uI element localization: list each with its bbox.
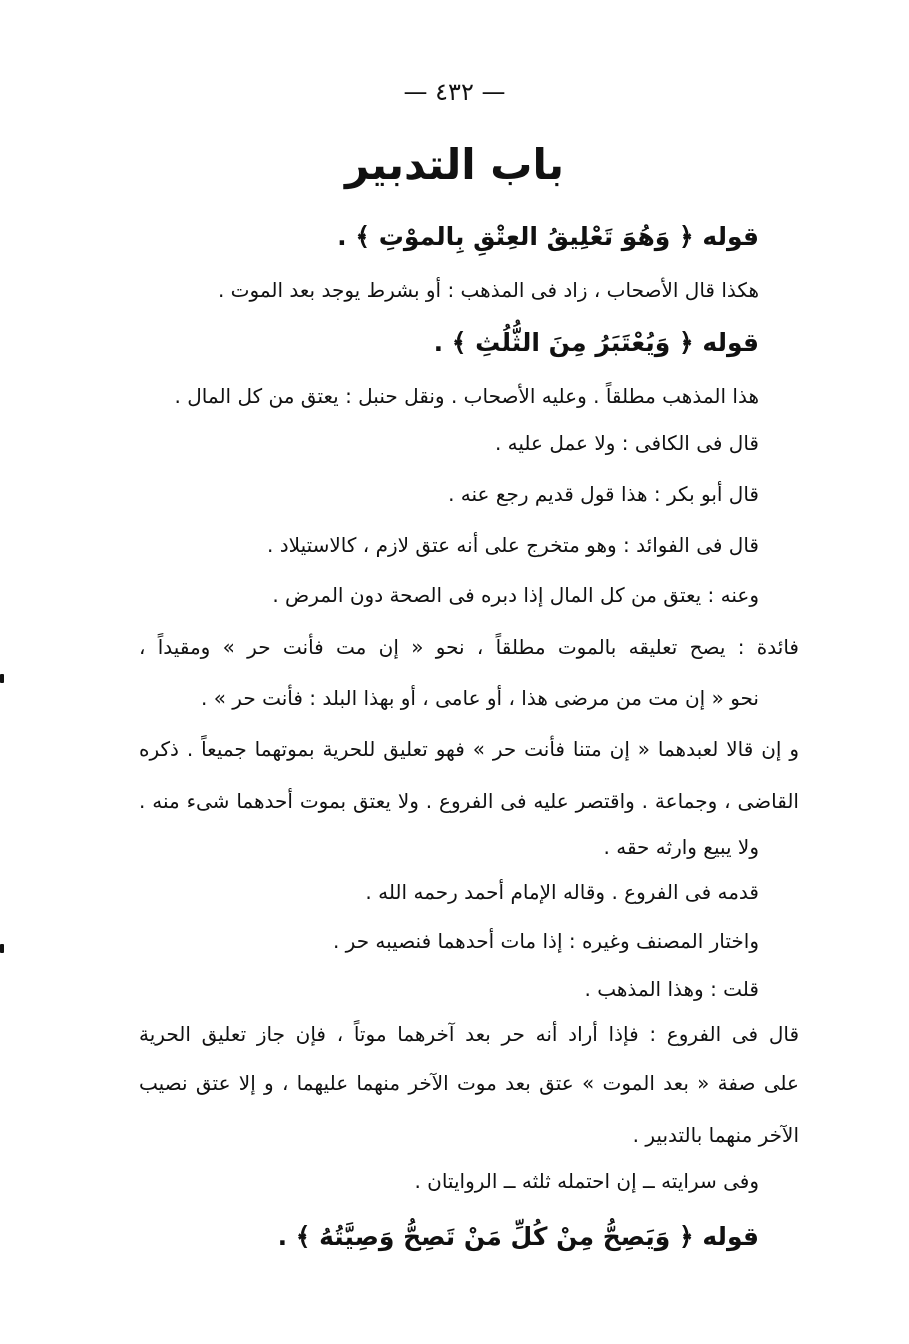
text-line-17: قال فى الفروع : فإذا أراد أنه حر بعد آخرهما موتاً ، فإن جاز تعليق الحرية	[139, 1022, 799, 1046]
text-line-19: الآخر منهما بالتدبير .	[632, 1123, 799, 1147]
text-line-1: قوله ﴿ وَهُوَ تَعْلِيقُ العِتْقِ بِالموْتِ ﴾ .	[337, 222, 759, 251]
text-line-11: و إن قالا لعبدهما « إن متنا فأنت حر » فهو تعليق للحرية بموتهما جميعاً . ذكره	[139, 737, 799, 761]
text-line-5: قال فى الكافى : ولا عمل عليه .	[494, 431, 759, 455]
text-line-4: هذا المذهب مطلقاً . وعليه الأصحاب . ونقل حنبل : يعتق من كل المال .	[174, 384, 759, 408]
text-line-6: قال أبو بكر : هذا قول قديم رجع عنه .	[448, 482, 759, 506]
text-line-2: هكذا قال الأصحاب ، زاد فى المذهب : أو بشرط يوجد بعد الموت .	[217, 278, 759, 302]
text-line-21: قوله ﴿ وَيَصِحُّ مِنْ كُلِّ مَنْ تَصِحُّ وَصِيَّتُهُ ﴾ .	[277, 1222, 759, 1251]
text-line-13: ولا يبيع وارثه حقه .	[603, 835, 759, 859]
chapter-title: باب التدبير	[345, 140, 564, 189]
text-line-12: القاضى ، وجماعة . واقتصر عليه فى الفروع . ولا يعتق بموت أحدهما شىء منه .	[139, 789, 799, 813]
text-line-14: قدمه فى الفروع . وقاله الإمام أحمد رحمه الله .	[365, 880, 759, 904]
text-line-9: فائدة : يصح تعليقه بالموت مطلقاً ، نحو « إن مت فأنت حر » ومقيداً ،	[139, 635, 799, 659]
text-line-20: وفى سرايته ــ إن احتمله ثلثه ــ الروايتان .	[414, 1169, 759, 1193]
scan-edge-mark	[0, 674, 4, 683]
text-line-10: نحو « إن مت من مرضى هذا ، أو عامى ، أو بهذا البلد : فأنت حر » .	[201, 686, 759, 710]
text-line-18: على صفة « بعد الموت » عتق بعد موت الآخر منهما عليهما ، و إلا عتق نصيب	[139, 1071, 799, 1095]
scan-edge-mark	[0, 944, 4, 953]
text-line-7: قال فى الفوائد : وهو متخرج على أنه عتق لازم ، كالاستيلاد .	[267, 533, 759, 557]
text-line-16: قلت : وهذا المذهب .	[584, 977, 759, 1001]
page-number: — ٤٣٢ —	[403, 78, 506, 106]
text-line-15: واختار المصنف وغيره : إذا مات أحدهما فنصيبه حر .	[332, 929, 759, 953]
text-line-8: وعنه : يعتق من كل المال إذا دبره فى الصحة دون المرض .	[272, 583, 759, 607]
text-line-3: قوله ﴿ وَيُعْتَبَرُ مِنَ الثُّلُثِ ﴾ .	[433, 328, 759, 357]
